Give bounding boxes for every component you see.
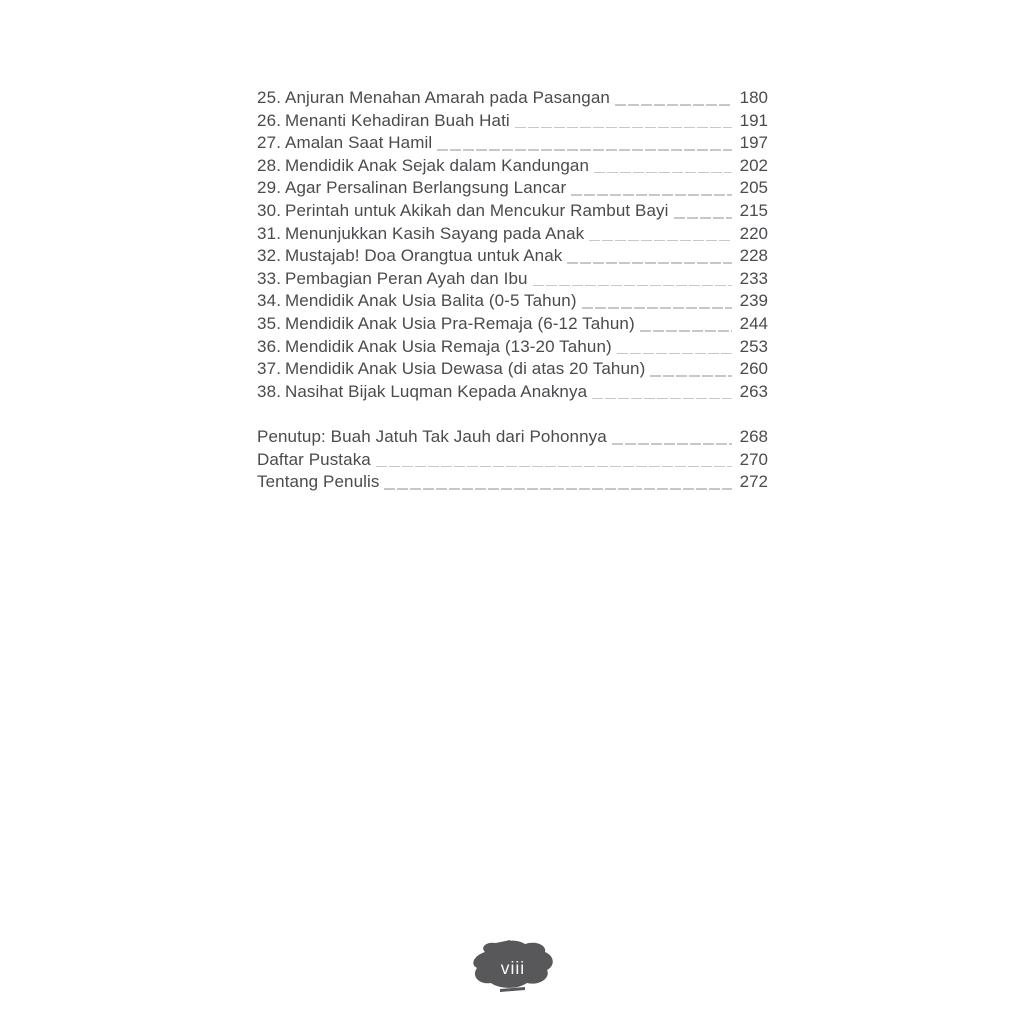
toc-entry-number: 28.	[257, 155, 282, 175]
toc-entry-number: 27.	[257, 133, 282, 153]
toc-entry-page: 263	[739, 381, 768, 401]
dotted-leader	[592, 398, 732, 400]
table-of-contents	[257, 87, 768, 494]
toc-entry-page: 253	[739, 336, 768, 356]
toc-entry-page: 260	[739, 359, 768, 379]
toc-entry-page: 205	[739, 178, 768, 198]
toc-entry-title: Mendidik Anak Usia Remaja (13-20 Tahun)	[285, 336, 612, 356]
dotted-leader	[640, 330, 732, 332]
toc-entry	[257, 313, 768, 336]
toc-numbered-list	[257, 87, 768, 403]
toc-entry-title: Nasihat Bijak Luqman Kepada Anaknya	[285, 381, 588, 401]
toc-entry-title: Mendidik Anak Usia Balita (0-5 Tahun)	[285, 291, 577, 311]
toc-entry-number: 26.	[257, 110, 282, 130]
dotted-leader	[533, 285, 732, 287]
toc-entry-page: 244	[739, 313, 768, 333]
dotted-leader	[674, 217, 732, 219]
toc-entry-number: 37.	[257, 359, 282, 379]
toc-entry-title: Mendidik Anak Usia Dewasa (di atas 20 Tahun)	[285, 359, 646, 379]
toc-entry	[257, 426, 768, 449]
toc-entry-number: 31.	[257, 223, 282, 243]
toc-entry-title: Menanti Kehadiran Buah Hati	[285, 110, 510, 130]
brush-splotch	[463, 936, 563, 1000]
toc-entry-title: Daftar Pustaka	[257, 449, 371, 469]
toc-entry-number: 30.	[257, 200, 282, 220]
toc-entry-title: Anjuran Menahan Amarah pada Pasangan	[285, 88, 610, 107]
toc-entry-title: Penutup: Buah Jatuh Tak Jauh dari Pohonnya	[257, 426, 607, 446]
toc-entry-page: 239	[739, 291, 768, 311]
toc-entry-number: 29.	[257, 178, 282, 198]
toc-entry-number: 32.	[257, 246, 282, 266]
toc-entry	[257, 268, 768, 291]
dotted-leader	[615, 104, 732, 106]
toc-entry-number: 33.	[257, 268, 282, 288]
dotted-leader	[376, 466, 732, 468]
toc-entry	[257, 358, 768, 381]
toc-entry	[257, 381, 768, 404]
toc-entry	[257, 200, 768, 223]
toc-entry-number: 25.	[257, 88, 282, 107]
toc-entry-page: 268	[739, 426, 768, 446]
toc-entry-title: Amalan Saat Hamil	[285, 133, 433, 153]
toc-closing-list	[257, 426, 768, 494]
toc-entry	[257, 87, 768, 110]
dotted-leader	[515, 127, 732, 129]
toc-entry	[257, 177, 768, 200]
toc-entry-number: 34.	[257, 291, 282, 311]
toc-entry-page: 191	[739, 110, 768, 130]
toc-entry-page: 197	[739, 133, 768, 153]
toc-section-gap	[257, 403, 768, 426]
toc-entry	[257, 290, 768, 313]
dotted-leader	[582, 307, 732, 309]
page-number-label: viii	[500, 958, 526, 978]
toc-entry	[257, 132, 768, 155]
toc-entry-title: Pembagian Peran Ayah dan Ibu	[285, 268, 528, 288]
dotted-leader	[589, 240, 732, 242]
toc-entry-page: 233	[739, 268, 768, 288]
toc-entry	[257, 223, 768, 246]
toc-entry	[257, 336, 768, 359]
dotted-leader	[612, 443, 732, 445]
dotted-leader	[384, 488, 732, 490]
toc-entry	[257, 471, 768, 494]
toc-entry-title: Agar Persalinan Berlangsung Lancar	[285, 178, 567, 198]
dotted-leader	[594, 172, 732, 174]
toc-entry-number: 38.	[257, 381, 282, 401]
toc-entry	[257, 155, 768, 178]
dotted-leader	[437, 149, 732, 151]
dotted-leader	[617, 353, 732, 355]
toc-entry-page: 202	[739, 155, 768, 175]
toc-entry	[257, 449, 768, 472]
toc-entry-page: 270	[739, 449, 768, 469]
toc-entry	[257, 245, 768, 268]
toc-entry	[257, 110, 768, 133]
toc-entry-title: Mustajab! Doa Orangtua untuk Anak	[285, 246, 563, 266]
toc-entry-title: Mendidik Anak Sejak dalam Kandungan	[285, 155, 590, 175]
toc-entry-page: 215	[739, 200, 768, 220]
page-number-footer	[463, 936, 563, 1000]
dotted-leader	[567, 262, 732, 264]
dotted-leader	[650, 375, 732, 377]
toc-entry-page: 272	[739, 472, 768, 492]
toc-entry-title: Mendidik Anak Usia Pra-Remaja (6-12 Tahun)	[285, 313, 635, 333]
toc-entry-title: Perintah untuk Akikah dan Mencukur Rambut Bayi	[285, 200, 669, 220]
toc-entry-page: 180	[739, 88, 768, 107]
dotted-leader	[571, 194, 732, 196]
toc-entry-number: 35.	[257, 313, 282, 333]
toc-entry-page: 220	[739, 223, 768, 243]
toc-entry-page: 228	[739, 246, 768, 266]
toc-entry-title: Tentang Penulis	[257, 472, 380, 492]
toc-entry-number: 36.	[257, 336, 282, 356]
toc-entry-title: Menunjukkan Kasih Sayang pada Anak	[285, 223, 585, 243]
